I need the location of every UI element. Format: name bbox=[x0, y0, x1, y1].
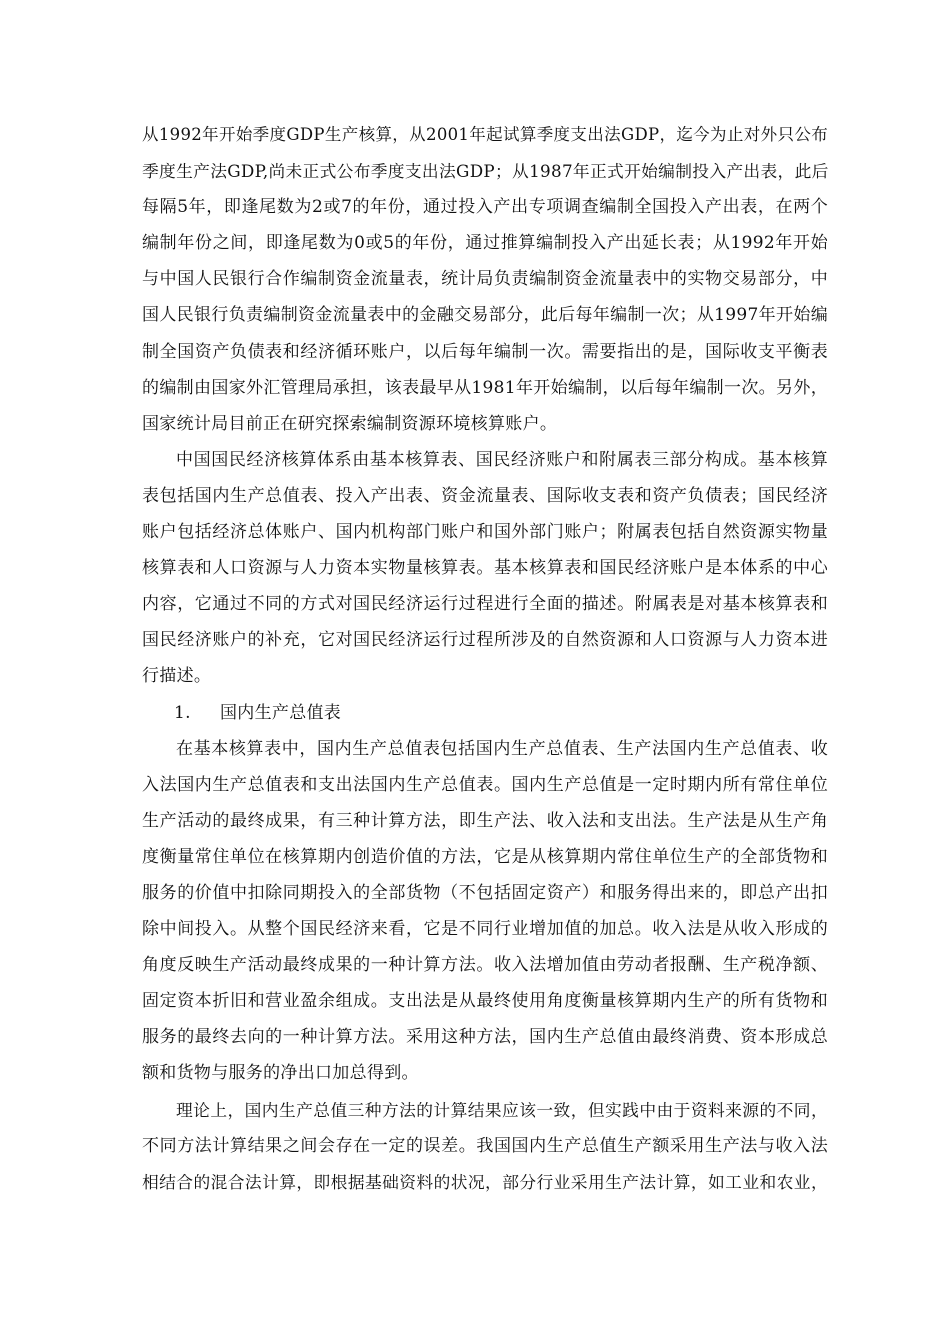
text-line: 表包括国内生产总值表、投入产出表、资金流量表、国际收支表和资产负债表；国民经济 bbox=[142, 485, 828, 506]
text-line: 每隔5年，即逢尾数为2或7的年份，通过投入产出专项调查编制全国投入产出表，在两个 bbox=[142, 197, 828, 218]
paragraph-system-structure bbox=[142, 442, 828, 695]
text-line: 账户包括经济总体账户、国内机构部门账户和国外部门账户；附属表包括自然资源实物量 bbox=[142, 522, 828, 543]
section-title: 国内生产总值表 bbox=[220, 702, 342, 723]
paragraph-statistics-history bbox=[142, 117, 828, 442]
text-line: 固定资本折旧和营业盈余组成。支出法是从最终使用角度衡量核算期内生产的所有货物和 bbox=[142, 991, 828, 1012]
text-line: 从1992年开始季度GDP生产核算，从2001年起试算季度支出法GDP，迄今为止对外只公布 bbox=[142, 125, 828, 144]
text-line: 不同方法计算结果之间会存在一定的误差。我国国内生产总值生产额采用生产法与收入法 bbox=[142, 1135, 828, 1156]
text-line: 季度生产法GDP,尚未正式公布季度支出法GDP；从1987年正式开始编制投入产出表，此后 bbox=[142, 161, 829, 182]
text-line: 在基本核算表中，国内生产总值表包括国内生产总值表、生产法国内生产总值表、收 bbox=[176, 738, 828, 759]
text-line: 服务的最终去向的一种计算方法。采用这种方法，国内生产总值由最终消费、资本形成总 bbox=[142, 1027, 828, 1048]
text-line: 入法国内生产总值表和支出法国内生产总值表。国内生产总值是一定时期内所有常住单位 bbox=[142, 774, 828, 795]
text-line: 额和货物与服务的净出口加总得到。 bbox=[142, 1063, 419, 1084]
text-line: 编制年份之间，即逢尾数为0或5的年份，通过推算编制投入产出延长表；从1992年开始 bbox=[142, 233, 828, 254]
text-line: 核算表和人口资源与人力资本实物量核算表。基本核算表和国民经济账户是本体系的中心 bbox=[142, 558, 828, 579]
text-line: 行描述。 bbox=[142, 666, 212, 687]
text-line: 角度反映生产活动最终成果的一种计算方法。收入法增加值由劳动者报酬、生产税净额、 bbox=[142, 955, 828, 976]
text-line: 中国国民经济核算体系由基本核算表、国民经济账户和附属表三部分构成。基本核算 bbox=[176, 449, 828, 470]
paragraph-gdp-theory bbox=[142, 1092, 828, 1200]
document-body bbox=[142, 117, 828, 1200]
text-line: 服务的价值中扣除同期投入的全部货物（不包括固定资产）和服务得出来的，即总产出扣 bbox=[142, 882, 828, 903]
text-line: 制全国资产负债表和经济循环账户，以后每年编制一次。需要指出的是，国际收支平衡表 bbox=[142, 341, 828, 362]
text-line: 相结合的混合法计算，即根据基础资料的状况，部分行业采用生产法计算，如工业和农业， bbox=[142, 1171, 828, 1192]
text-line: 与中国人民银行合作编制资金流量表，统计局负责编制资金流量表中的实物交易部分，中 bbox=[142, 269, 828, 290]
text-line: 度衡量常住单位在核算期内创造价值的方法，它是从核算期内常住单位生产的全部货物和 bbox=[142, 846, 828, 867]
text-line: 理论上，国内生产总值三种方法的计算结果应该一致，但实践中由于资料来源的不同， bbox=[176, 1099, 828, 1120]
section-heading bbox=[142, 695, 828, 731]
text-line: 生产活动的最终成果，有三种计算方法，即生产法、收入法和支出法。生产法是从生产角 bbox=[142, 810, 828, 831]
section-number: 1. bbox=[174, 702, 191, 723]
text-line: 除中间投入。从整个国民经济来看，它是不同行业增加值的加总。收入法是从收入形成的 bbox=[142, 919, 828, 940]
paragraph-gdp-methods bbox=[142, 731, 828, 1092]
text-line: 内容，它通过不同的方式对国民经济运行过程进行全面的描述。附属表是对基本核算表和 bbox=[142, 594, 828, 615]
text-line: 的编制由国家外汇管理局承担，该表最早从1981年开始编制，以后每年编制一次。另外， bbox=[142, 377, 828, 398]
text-line: 国家统计局目前正在研究探索编制资源环境核算账户。 bbox=[142, 413, 558, 434]
text-line: 国民经济账户的补充，它对国民经济运行过程所涉及的自然资源和人口资源与人力资本进 bbox=[142, 630, 828, 651]
text-line: 国人民银行负责编制资金流量表中的金融交易部分，此后每年编制一次；从1997年开始编 bbox=[142, 305, 828, 326]
